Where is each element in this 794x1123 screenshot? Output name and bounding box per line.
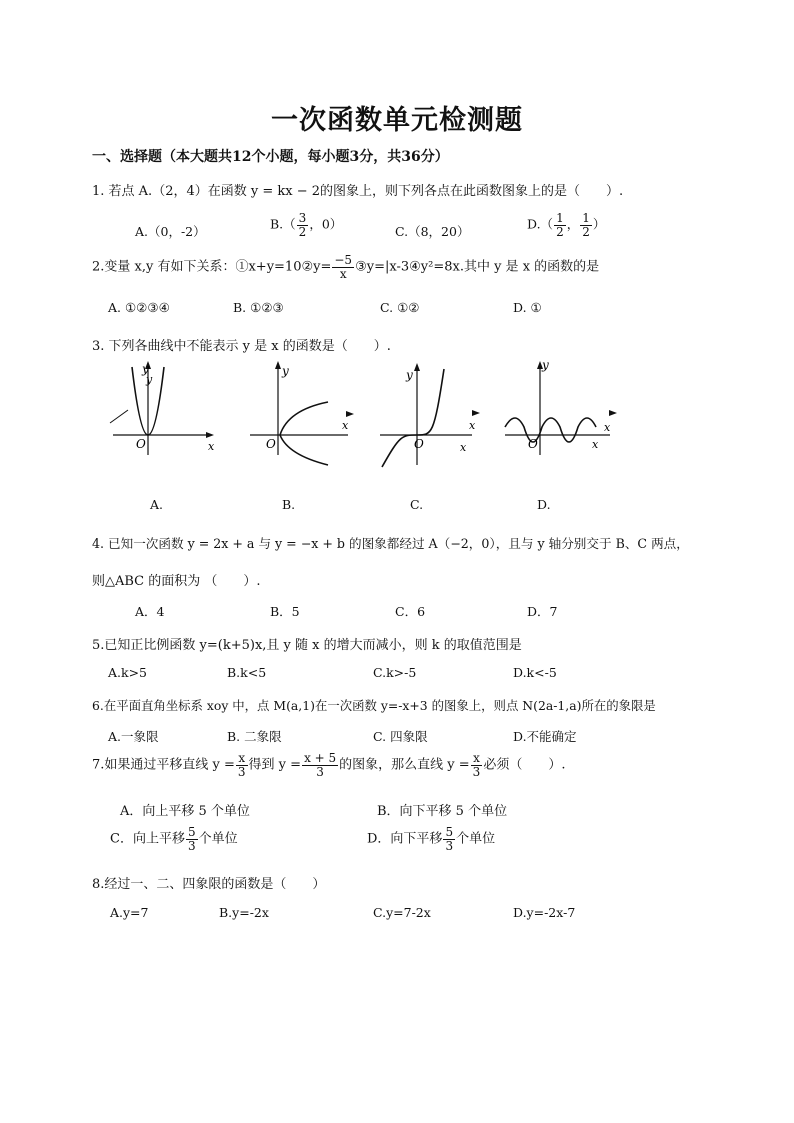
question-3-option-d: D.	[537, 497, 551, 512]
svg-text:y: y	[406, 368, 413, 382]
question-4-option-d: D．7	[527, 604, 558, 619]
question-4-option-a: A．4	[135, 604, 165, 619]
question-1-stem: 1. 若点 A.（2，4）在函数 y = kx − 2的图象上，则下列各点在此函数图象上的是（ ）.	[92, 184, 624, 199]
question-8-option-d: D.y=-2x-7	[513, 905, 576, 920]
question-4-stem: 4. 已知一次函数 y = 2x + a 与 y = −x + b 的图象都经过 A（−2，0），且与 y 轴分别交于 B、C 两点，	[92, 536, 689, 551]
svg-text:x: x	[208, 440, 215, 453]
svg-text:O: O	[414, 437, 424, 451]
graph-a-parabola	[108, 355, 228, 460]
svg-text:x: x	[460, 441, 467, 454]
question-2-stem: 2.变量 x,y 有如下关系：①x+y=10②y= $\frac{-5}{x}$ ③y=|x-3④y²=8x.其中 y 是 x 的函数的是	[92, 253, 600, 281]
svg-text:x: x	[469, 419, 476, 432]
question-8-option-c: C.y=7-2x	[373, 905, 431, 920]
svg-text:O: O	[136, 437, 146, 451]
svg-text:y: y	[542, 358, 549, 372]
question-2-option-b: B. ①②③	[233, 300, 284, 315]
graph-c-cubic	[372, 355, 492, 470]
section-heading: 一、选择题（本大题共12个小题，每小题3分，共36分）	[92, 149, 449, 165]
question-6-option-a: A.一象限	[108, 729, 159, 744]
graph-d-sine	[500, 355, 625, 460]
question-7-option-d: D．向下平移 $\frac{5}{3}$ 个单位	[367, 825, 496, 853]
question-8-stem: 8.经过一、二、四象限的函数是（ ）	[92, 877, 326, 892]
question-7-option-b: B．向下平移 5 个单位	[377, 804, 508, 819]
question-7-option-a: A．向上平移 5 个单位	[120, 804, 250, 819]
question-5-option-a: A.k>5	[108, 665, 148, 680]
svg-text:O: O	[266, 437, 276, 451]
svg-text:y: y	[146, 373, 153, 386]
question-3-option-b: B.	[282, 497, 296, 512]
svg-text:y: y	[142, 362, 149, 376]
question-6-option-d: D.不能确定	[513, 729, 577, 744]
question-4-option-b: B．5	[270, 604, 300, 619]
question-1-option-b: B.（ $\frac{3}{2}$ ，0）	[270, 211, 343, 239]
svg-text:O: O	[528, 437, 538, 451]
question-1-option-c: C.（8，20）	[395, 224, 470, 239]
svg-text:x: x	[342, 419, 349, 432]
question-2-option-c: C. ①②	[380, 300, 420, 315]
question-6-stem: 6.在平面直角坐标系 xoy 中，点 M(a,1)在一次函数 y=-x+3 的图象上，则点 N(2a-1,a)所在的象限是	[92, 698, 656, 713]
question-2-option-d: D. ①	[513, 300, 542, 315]
question-3-stem: 3. 下列各曲线中不能表示 y 是 x 的函数是（ ）.	[92, 339, 391, 354]
question-3-option-a: A.	[150, 497, 164, 512]
question-5-stem: 5.已知正比例函数 y=(k+5)x,且 y 随 x 的增大而减小，则 k 的取值范围是	[92, 638, 522, 653]
question-5-option-b: B.k<5	[227, 665, 267, 680]
question-8-option-a: A.y=7	[110, 905, 149, 920]
question-1-option-d: D.（ $\frac{1}{2}$ ， $\frac{1}{2}$ ）	[527, 211, 606, 239]
question-5-option-d: D.k<-5	[513, 665, 557, 680]
question-5-option-c: C.k>-5	[373, 665, 417, 680]
question-2-option-a: A. ①②③④	[108, 300, 170, 315]
svg-text:y: y	[282, 364, 289, 378]
question-7-option-c: C．向上平移 $\frac{5}{3}$ 个单位	[110, 825, 238, 853]
question-6-option-c: C. 四象限	[373, 729, 428, 744]
svg-text:x: x	[592, 438, 599, 451]
question-3-option-c: C.	[410, 497, 424, 512]
graph-b-sideways-parabola	[238, 355, 358, 460]
question-4-stem-2: 则△ABC 的面积为 （ ）.	[92, 574, 261, 589]
svg-text:x: x	[604, 421, 611, 434]
question-8-option-b: B.y=-2x	[219, 905, 269, 920]
question-4-option-c: C．6	[395, 604, 426, 619]
question-6-option-b: B. 二象限	[227, 729, 282, 744]
question-1-option-a: A.（0，-2）	[135, 224, 206, 239]
page-title: 一次函数单元检测题	[271, 105, 523, 136]
question-7-stem: 7.如果通过平移直线 y = $\frac{x}{3}$ 得到 y = $\frac{x + 5}{3}$ 的图象，那么直线 y = $\frac{x}{3}$ 必须（ ）.	[92, 751, 566, 779]
